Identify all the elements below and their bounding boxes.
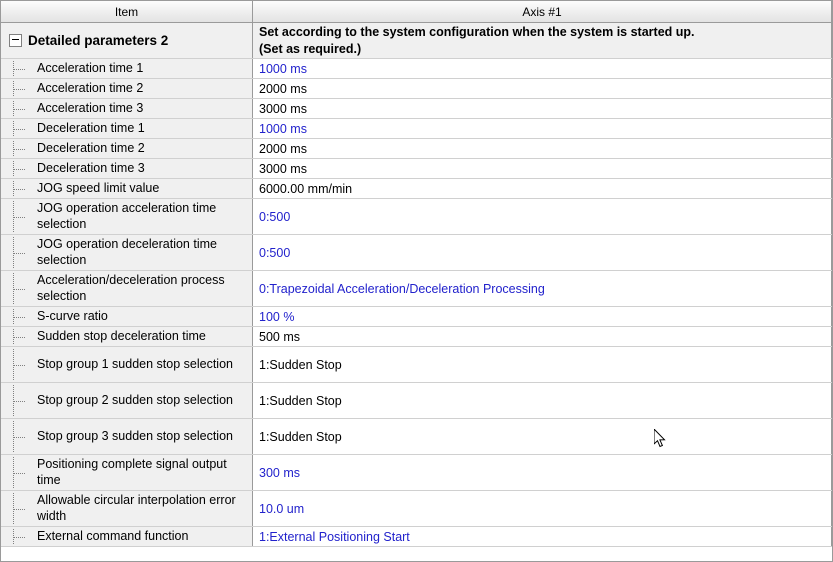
row-item-label: Deceleration time 1 (37, 120, 145, 135)
group-row-item-cell (1, 23, 253, 58)
table-row[interactable] (1, 455, 832, 491)
row-item-cell[interactable] (1, 119, 253, 138)
row-item-cell[interactable] (1, 347, 253, 382)
row-item-cell[interactable] (1, 139, 253, 158)
row-value-cell[interactable]: 2000 ms (253, 139, 832, 158)
row-item-cell[interactable] (1, 59, 253, 78)
row-value-cell[interactable]: 1:Sudden Stop (253, 347, 832, 382)
row-item-cell[interactable] (1, 179, 253, 198)
row-value-cell[interactable]: 0:500 (253, 199, 832, 234)
tree-connector-icon (1, 201, 37, 232)
table-row[interactable] (1, 79, 832, 99)
tree-connector-icon (1, 385, 37, 416)
table-row[interactable] (1, 527, 832, 547)
row-item-label: Deceleration time 3 (37, 160, 145, 175)
row-item-label: Stop group 3 sudden stop selection (37, 428, 233, 443)
tree-connector-icon (1, 161, 37, 176)
tree-connector-icon (1, 493, 37, 524)
row-item-cell[interactable] (1, 79, 253, 98)
tree-connector-icon (1, 273, 37, 304)
row-value-cell[interactable]: 2000 ms (253, 79, 832, 98)
collapse-expander-icon[interactable] (9, 34, 22, 47)
table-row[interactable] (1, 235, 832, 271)
grid-header (1, 1, 832, 23)
group-note-line-1: Set according to the system configuration when the system is started up. (259, 24, 695, 39)
tree-connector-icon (1, 141, 37, 156)
group-row-note-cell (253, 23, 832, 58)
table-row[interactable] (1, 307, 832, 327)
table-row[interactable] (1, 199, 832, 235)
row-item-label: Positioning complete signal output time (37, 456, 227, 487)
row-value-cell[interactable]: 300 ms (253, 455, 832, 490)
group-row-label: Detailed parameters 2 (28, 33, 169, 48)
row-item-label: Stop group 1 sudden stop selection (37, 356, 233, 371)
table-row[interactable] (1, 271, 832, 307)
row-item-label: Allowable circular interpolation error width (37, 492, 236, 523)
row-item-cell[interactable] (1, 159, 253, 178)
row-item-label: Acceleration time 1 (37, 60, 144, 75)
row-item-label: Acceleration time 3 (37, 100, 144, 115)
row-item-label: Stop group 2 sudden stop selection (37, 392, 233, 407)
tree-connector-icon (1, 309, 37, 324)
tree-connector-icon (1, 61, 37, 76)
tree-connector-icon (1, 181, 37, 196)
table-row[interactable] (1, 347, 832, 383)
table-row[interactable] (1, 491, 832, 527)
row-value-cell[interactable]: 10.0 um (253, 491, 832, 526)
tree-connector-icon (1, 421, 37, 452)
row-value-cell[interactable]: 0:500 (253, 235, 832, 270)
row-value-cell[interactable]: 1000 ms (253, 119, 832, 138)
row-value-cell[interactable]: 1:Sudden Stop (253, 383, 832, 418)
tree-connector-icon (1, 101, 37, 116)
row-item-label: Deceleration time 2 (37, 140, 145, 155)
row-item-cell[interactable] (1, 491, 253, 526)
row-value-cell[interactable]: 0:Trapezoidal Acceleration/Deceleration Processing (253, 271, 832, 306)
tree-connector-icon (1, 457, 37, 488)
row-item-cell[interactable] (1, 527, 253, 546)
row-value-cell[interactable]: 1:Sudden Stop (253, 419, 832, 454)
row-value-cell[interactable]: 6000.00 mm/min (253, 179, 832, 198)
row-item-cell[interactable] (1, 235, 253, 270)
tree-connector-icon (1, 349, 37, 380)
row-item-label: External command function (37, 528, 189, 543)
column-header-axis1[interactable]: Axis #1 (253, 1, 832, 22)
row-item-cell[interactable] (1, 455, 253, 490)
row-value-cell[interactable]: 1:External Positioning Start (253, 527, 832, 546)
row-item-cell[interactable] (1, 271, 253, 306)
row-item-label: JOG speed limit value (37, 180, 160, 195)
column-header-item[interactable]: Item (1, 1, 253, 22)
row-value-cell[interactable]: 3000 ms (253, 159, 832, 178)
row-item-label: JOG operation deceleration time selection (37, 236, 217, 267)
group-row-detailed-parameters-2[interactable] (1, 23, 832, 59)
table-row[interactable] (1, 59, 832, 79)
table-row[interactable] (1, 179, 832, 199)
row-item-cell[interactable] (1, 383, 253, 418)
row-value-cell[interactable]: 3000 ms (253, 99, 832, 118)
row-item-cell[interactable] (1, 419, 253, 454)
row-value-cell[interactable]: 1000 ms (253, 59, 832, 78)
row-item-cell[interactable] (1, 307, 253, 326)
group-note-line-2: (Set as required.) (259, 41, 362, 56)
row-item-cell[interactable] (1, 327, 253, 346)
table-row[interactable] (1, 99, 832, 119)
tree-connector-icon (1, 81, 37, 96)
row-item-cell[interactable] (1, 199, 253, 234)
tree-connector-icon (1, 529, 37, 544)
row-value-cell[interactable]: 100 % (253, 307, 832, 326)
table-row[interactable] (1, 327, 832, 347)
row-value-cell[interactable]: 500 ms (253, 327, 832, 346)
row-item-label: S-curve ratio (37, 308, 108, 323)
tree-connector-icon (1, 329, 37, 344)
grid-body (1, 23, 832, 547)
table-row[interactable] (1, 159, 832, 179)
tree-connector-icon (1, 237, 37, 268)
row-item-label: JOG operation acceleration time selection (37, 200, 217, 231)
row-item-cell[interactable] (1, 99, 253, 118)
tree-connector-icon (1, 121, 37, 136)
table-row[interactable] (1, 139, 832, 159)
row-item-label: Acceleration time 2 (37, 80, 144, 95)
row-item-label: Sudden stop deceleration time (37, 328, 206, 343)
table-row[interactable] (1, 119, 832, 139)
table-row[interactable] (1, 419, 832, 455)
row-item-label: Acceleration/deceleration process selection (37, 272, 225, 303)
table-row[interactable] (1, 383, 832, 419)
